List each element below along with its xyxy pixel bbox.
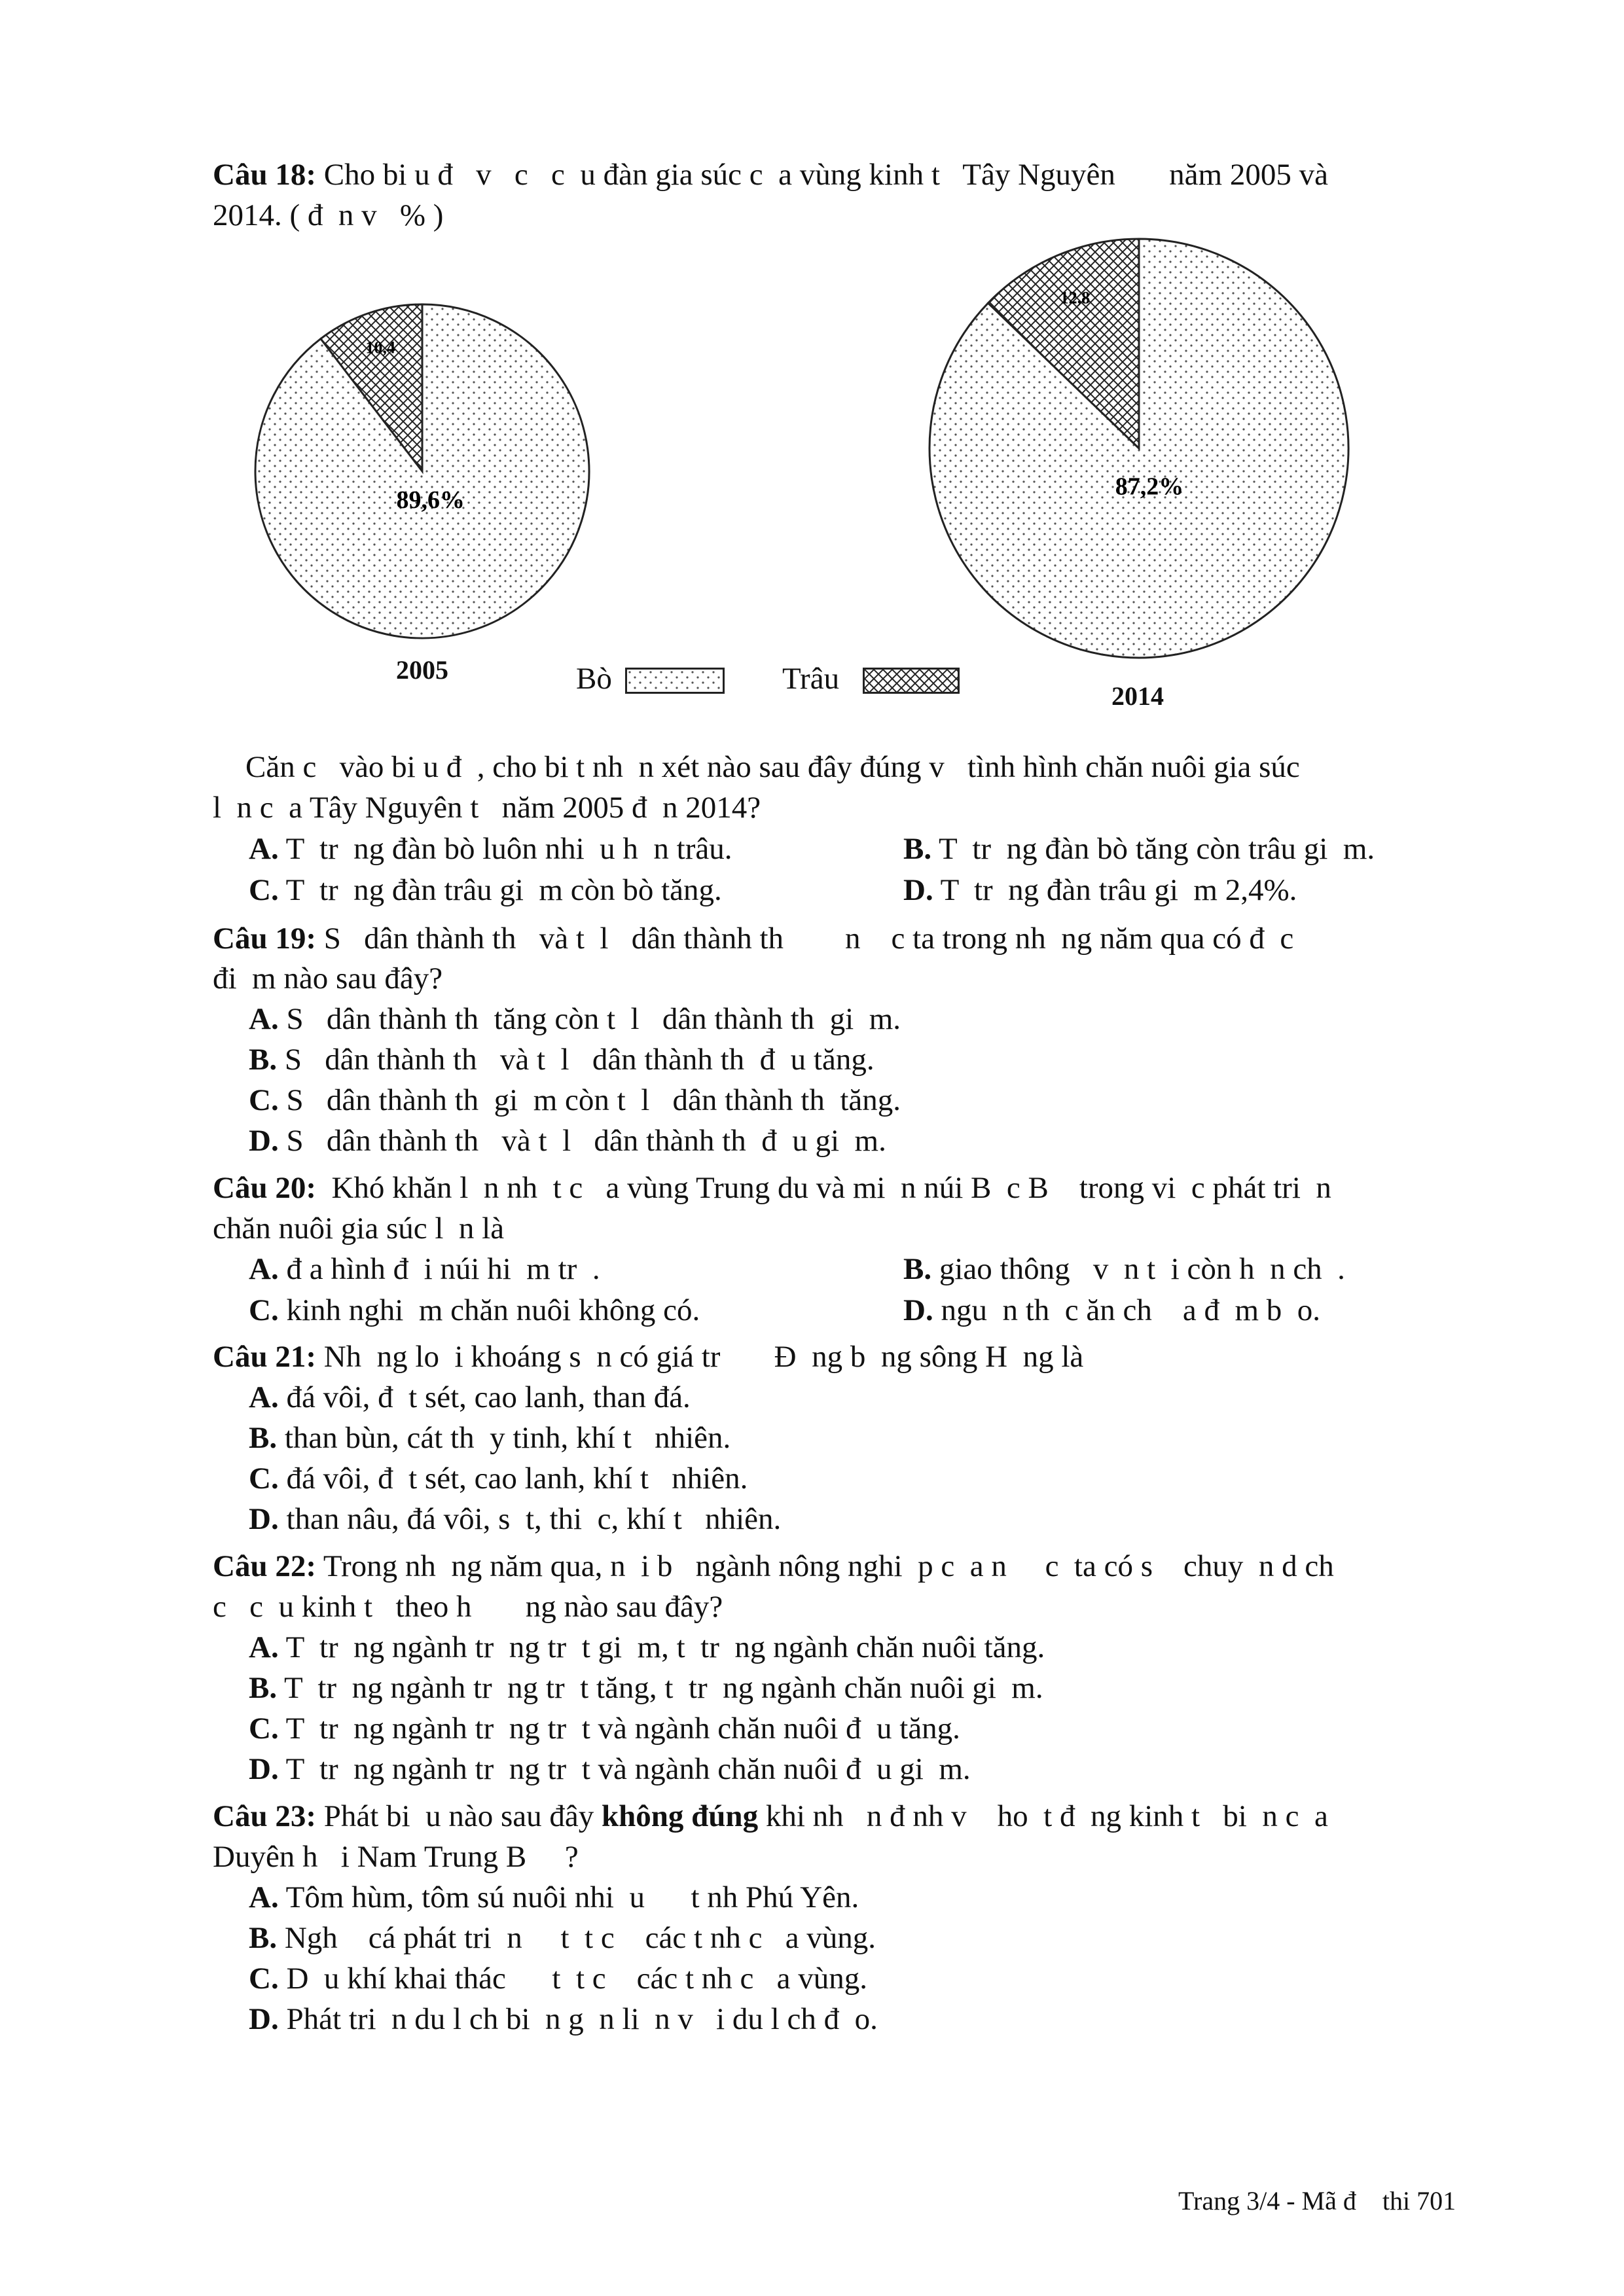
q18-option-a-key: A. <box>249 832 279 866</box>
page-footer: Trang 3/4 - Mã đ thi 701 <box>1178 2186 1456 2215</box>
legend-trau-pattern <box>865 670 958 692</box>
q18-label: Câu 18: <box>213 158 316 192</box>
pie-2014-label-trau: 12,8 <box>1060 288 1091 308</box>
q20-option-a-text: đ a hình đ i núi hi m tr . <box>278 1252 600 1286</box>
pie-2005-label-trau: 10,4 <box>365 338 395 357</box>
q22-option-c[interactable] <box>249 1711 960 1746</box>
q19-option-c[interactable] <box>249 1083 901 1118</box>
legend-bo-label: Bò <box>576 662 612 696</box>
pie-2005-title: 2005 <box>396 655 448 685</box>
q18-option-c[interactable] <box>249 872 722 908</box>
q20-option-a[interactable] <box>249 1251 600 1287</box>
pie-2014-title: 2014 <box>1111 681 1164 711</box>
q19-option-a-key: A. <box>249 1002 279 1036</box>
q21-option-c-text: đá vôi, đ t sét, cao lanh, khí t nhiên. <box>278 1462 748 1496</box>
pie-2005-label-bo: 89,6% <box>396 486 465 514</box>
q23-option-d[interactable] <box>249 2001 878 2037</box>
q20-option-d-text: ngu n th c ăn ch a đ m b o. <box>933 1293 1321 1327</box>
q18-option-a[interactable] <box>249 831 732 867</box>
legend-bo-pattern <box>627 670 723 692</box>
q18-context-line1: Căn c vào bi u đ , cho bi t nh n xét nào sau đây đúng v tình hình chăn nuôi gia súc <box>245 750 1300 784</box>
q21-label: Câu 21: <box>213 1340 316 1374</box>
q23-option-b-key: B. <box>249 1921 278 1955</box>
q21-stem-line1 <box>213 1339 1083 1374</box>
q19-option-b-text: S dân thành th và t l dân thành th đ u tăng. <box>277 1043 875 1077</box>
q18-option-b-key: B. <box>903 832 932 866</box>
q20-option-d[interactable] <box>903 1293 1320 1328</box>
pie-2014-label-bo: 87,2% <box>1115 473 1184 501</box>
q18-option-a-text: T tr ng đàn bò luôn nhi u h n trâu. <box>278 832 732 866</box>
q18-option-d[interactable] <box>903 872 1297 908</box>
q23-option-c-key: C. <box>249 1962 279 1996</box>
q21-option-d-key: D. <box>249 1502 279 1536</box>
q19-stem-line1 <box>213 921 1293 956</box>
q20-option-b[interactable] <box>903 1251 1345 1287</box>
q22-option-a[interactable] <box>249 1630 1045 1665</box>
q20-label: Câu 20: <box>213 1171 316 1205</box>
q21-option-d[interactable] <box>249 1501 781 1537</box>
q20-stem-line1 <box>213 1170 1331 1206</box>
q19-option-b[interactable] <box>249 1042 875 1077</box>
q23-option-d-key: D. <box>249 2002 279 2036</box>
q18-option-c-text: T tr ng đàn trâu gi m còn bò tăng. <box>278 873 722 907</box>
q22-stem-text: Trong nh ng năm qua, n i b ngành nông nghi p c a n c ta có s chuy n d ch <box>316 1549 1334 1583</box>
q21-option-d-text: than nâu, đá vôi, s t, thi c, khí t nhiên. <box>278 1502 782 1536</box>
q22-option-a-text: T tr ng ngành tr ng tr t gi m, t tr ng ngành chăn nuôi tăng. <box>278 1630 1045 1664</box>
q23-option-c-text: D u khí khai thác t t c các t nh c a vùng. <box>278 1962 867 1996</box>
q20-option-c[interactable] <box>249 1293 700 1328</box>
q21-option-c-key: C. <box>249 1462 279 1496</box>
q22-option-b[interactable] <box>249 1670 1043 1706</box>
q22-option-b-text: T tr ng ngành tr ng tr t tăng, t tr ng ngành chăn nuôi gi m. <box>277 1671 1043 1705</box>
q21-option-a-text: đá vôi, đ t sét, cao lanh, than đá. <box>278 1380 691 1414</box>
q23-stem-pre: Phát bi u nào sau đây <box>316 1799 602 1833</box>
q19-stem-text: S dân thành th và t l dân thành th n c ta trong nh ng năm qua có đ c <box>316 922 1294 956</box>
q18-option-c-key: C. <box>249 873 279 907</box>
q19-option-a[interactable] <box>249 1001 901 1037</box>
q22-option-d-key: D. <box>249 1752 279 1786</box>
q19-option-d-key: D. <box>249 1124 279 1158</box>
q21-option-b-text: than bùn, cát th y tinh, khí t nhiên. <box>277 1421 731 1455</box>
q23-option-c[interactable] <box>249 1961 867 1996</box>
q18-stem-line1 <box>213 157 1328 192</box>
q21-option-a[interactable] <box>249 1380 691 1415</box>
q22-option-d[interactable] <box>249 1751 971 1787</box>
q23-label: Câu 23: <box>213 1799 316 1833</box>
legend-bo-swatch <box>625 668 725 694</box>
q18-context-line2: l n c a Tây Nguyên t năm 2005 đ n 2014? <box>213 791 761 825</box>
q18-option-b-text: T tr ng đàn bò tăng còn trâu gi m. <box>931 832 1375 866</box>
q20-option-b-key: B. <box>903 1252 932 1286</box>
q21-stem-text: Nh ng lo i khoáng s n có giá tr Đ ng b ng sông H ng là <box>316 1340 1084 1374</box>
q19-option-c-key: C. <box>249 1083 279 1117</box>
q21-option-c[interactable] <box>249 1461 748 1496</box>
q21-option-b[interactable] <box>249 1420 731 1456</box>
q18-stem-text: Cho bi u đ v c c u đàn gia súc c a vùng kinh t Tây Nguyên năm 2005 và <box>316 158 1328 192</box>
q22-option-b-key: B. <box>249 1671 278 1705</box>
legend-trau-swatch <box>863 668 960 694</box>
q19-option-a-text: S dân thành th tăng còn t l dân thành th gi m. <box>278 1002 901 1036</box>
q20-option-c-text: kinh nghi m chăn nuôi không có. <box>278 1293 700 1327</box>
q20-stem-line2: chăn nuôi gia súc l n là <box>213 1211 505 1246</box>
q21-option-a-key: A. <box>249 1380 279 1414</box>
q22-option-a-key: A. <box>249 1630 279 1664</box>
q23-stem-emphasis: không đúng <box>601 1799 759 1833</box>
q23-option-d-text: Phát tri n du l ch bi n g n li n v i du l ch đ o. <box>278 2002 878 2036</box>
q22-option-d-text: T tr ng ngành tr ng tr t và ngành chăn nuôi đ u gi m. <box>278 1752 971 1786</box>
q19-option-c-text: S dân thành th gi m còn t l dân thành th tăng. <box>278 1083 901 1117</box>
q23-option-a-text: Tôm hùm, tôm sú nuôi nhi u t nh Phú Yên. <box>278 1880 859 1914</box>
q23-option-b-text: Ngh cá phát tri n t t c các t nh c a vùng. <box>277 1921 876 1955</box>
q23-stem-post: khi nh n đ nh v ho t đ ng kinh t bi n c a <box>758 1799 1328 1833</box>
q22-option-c-key: C. <box>249 1712 279 1746</box>
q23-option-a-key: A. <box>249 1880 279 1914</box>
q20-option-a-key: A. <box>249 1252 279 1286</box>
legend-trau-label: Trâu <box>782 662 840 696</box>
q20-stem-text: Khó khăn l n nh t c a vùng Trung du và mi n núi B c B trong vi c phát tri n <box>316 1171 1331 1205</box>
q19-option-b-key: B. <box>249 1043 278 1077</box>
q22-label: Câu 22: <box>213 1549 316 1583</box>
q21-option-b-key: B. <box>249 1421 278 1455</box>
q23-stem-line2: Duyên h i Nam Trung B ? <box>213 1840 579 1874</box>
q22-stem-line1 <box>213 1549 1334 1584</box>
q18-option-b[interactable] <box>903 831 1375 867</box>
q19-option-d-text: S dân thành th và t l dân thành th đ u gi m. <box>278 1124 886 1158</box>
q20-option-b-text: giao thông v n t i còn h n ch . <box>931 1252 1345 1286</box>
q22-option-c-text: T tr ng ngành tr ng tr t và ngành chăn nuôi đ u tăng. <box>278 1712 960 1746</box>
q19-option-d[interactable] <box>249 1123 886 1158</box>
q23-stem-line1 <box>213 1799 1328 1834</box>
q19-stem-line2: đi m nào sau đây? <box>213 961 443 996</box>
q23-option-b[interactable] <box>249 1920 876 1956</box>
q18-option-d-key: D. <box>903 873 933 907</box>
q19-label: Câu 19: <box>213 922 316 956</box>
q18-option-d-text: T tr ng đàn trâu gi m 2,4%. <box>933 873 1297 907</box>
q18-stem-line2: 2014. ( đ n v % ) <box>213 198 444 232</box>
q22-stem-line2: c c u kinh t theo h ng nào sau đây? <box>213 1590 723 1624</box>
q20-option-c-key: C. <box>249 1293 279 1327</box>
q20-option-d-key: D. <box>903 1293 933 1327</box>
q23-option-a[interactable] <box>249 1880 859 1915</box>
